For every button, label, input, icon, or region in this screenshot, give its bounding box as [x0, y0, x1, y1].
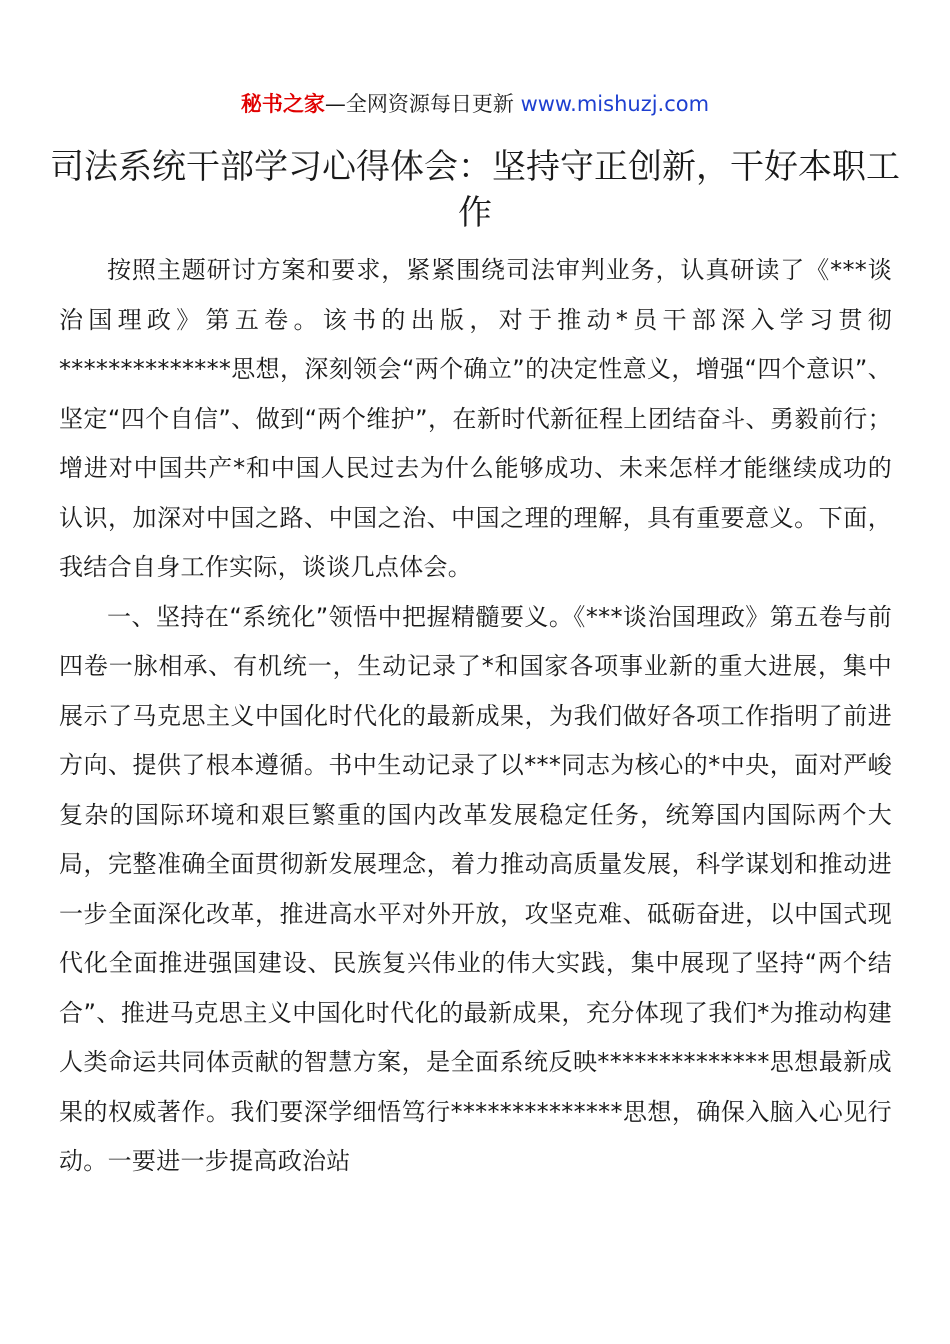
site-brand: 秘书之家 [240, 92, 325, 116]
paragraph-intro: 按照主题研讨方案和要求，紧紧围绕司法审判业务，认真研读了《***谈治国理政》第五卷。该书的出版，对于推动*员干部深入学习贯彻**************思想，深刻领会“两个确立”的决定性意义，增强“四个意识”、坚定“四个自信”、做到“两个维护”，在新时代新征程上团结奋斗、勇毅前行；增进对中国共产*和中国人民过去为什么能够成功、未来怎样才能继续成功的认识，加深对中国之路、中国之治、中国之理的理解，具有重要意义。下面，我结合自身工作实际，谈谈几点体会。 [59, 256, 892, 581]
document-title: 司法系统干部学习心得体会：坚持守正创新，干好本职工作 [50, 147, 900, 233]
document-body [59, 246, 892, 1187]
site-banner [0, 88, 950, 120]
site-tagline: —全网资源每日更新 [324, 92, 521, 116]
paragraph-section-one: 一、坚持在“系统化”领悟中把握精髓要义。《***谈治国理政》第五卷与前四卷一脉相承、有机统一，生动记录了*和国家各项事业新的重大进展，集中展示了马克思主义中国化时代化的最新成果，为我们做好各项工作指明了前进方向、提供了根本遵循。书中生动记录了以***同志为核心的*中央，面对严峻复杂的国际环境和艰巨繁重的国内改革发展稳定任务，统筹国内国际两个大局，完整准确全面贯彻新发展理念，着力推动高质量发展，科学谋划和推动进一步全面深化改革，推进高水平对外开放，攻坚克难、砥砺奋进，以中国式现代化全面推进强国建设、民族复兴伟业的伟大实践，集中展现了坚持“两个结合”、推进马克思主义中国化时代化的最新成果，充分体现了我们*为推动构建人类命运共同体贡献的智慧方案，是全面系统反映**************思想最新成果的权威著作。我们要深学细悟笃行**************思想，确保入脑入心见行动。一要进一步提高政治站 [59, 602, 892, 1175]
site-url-link[interactable]: www.mishuzj.com [520, 92, 710, 116]
